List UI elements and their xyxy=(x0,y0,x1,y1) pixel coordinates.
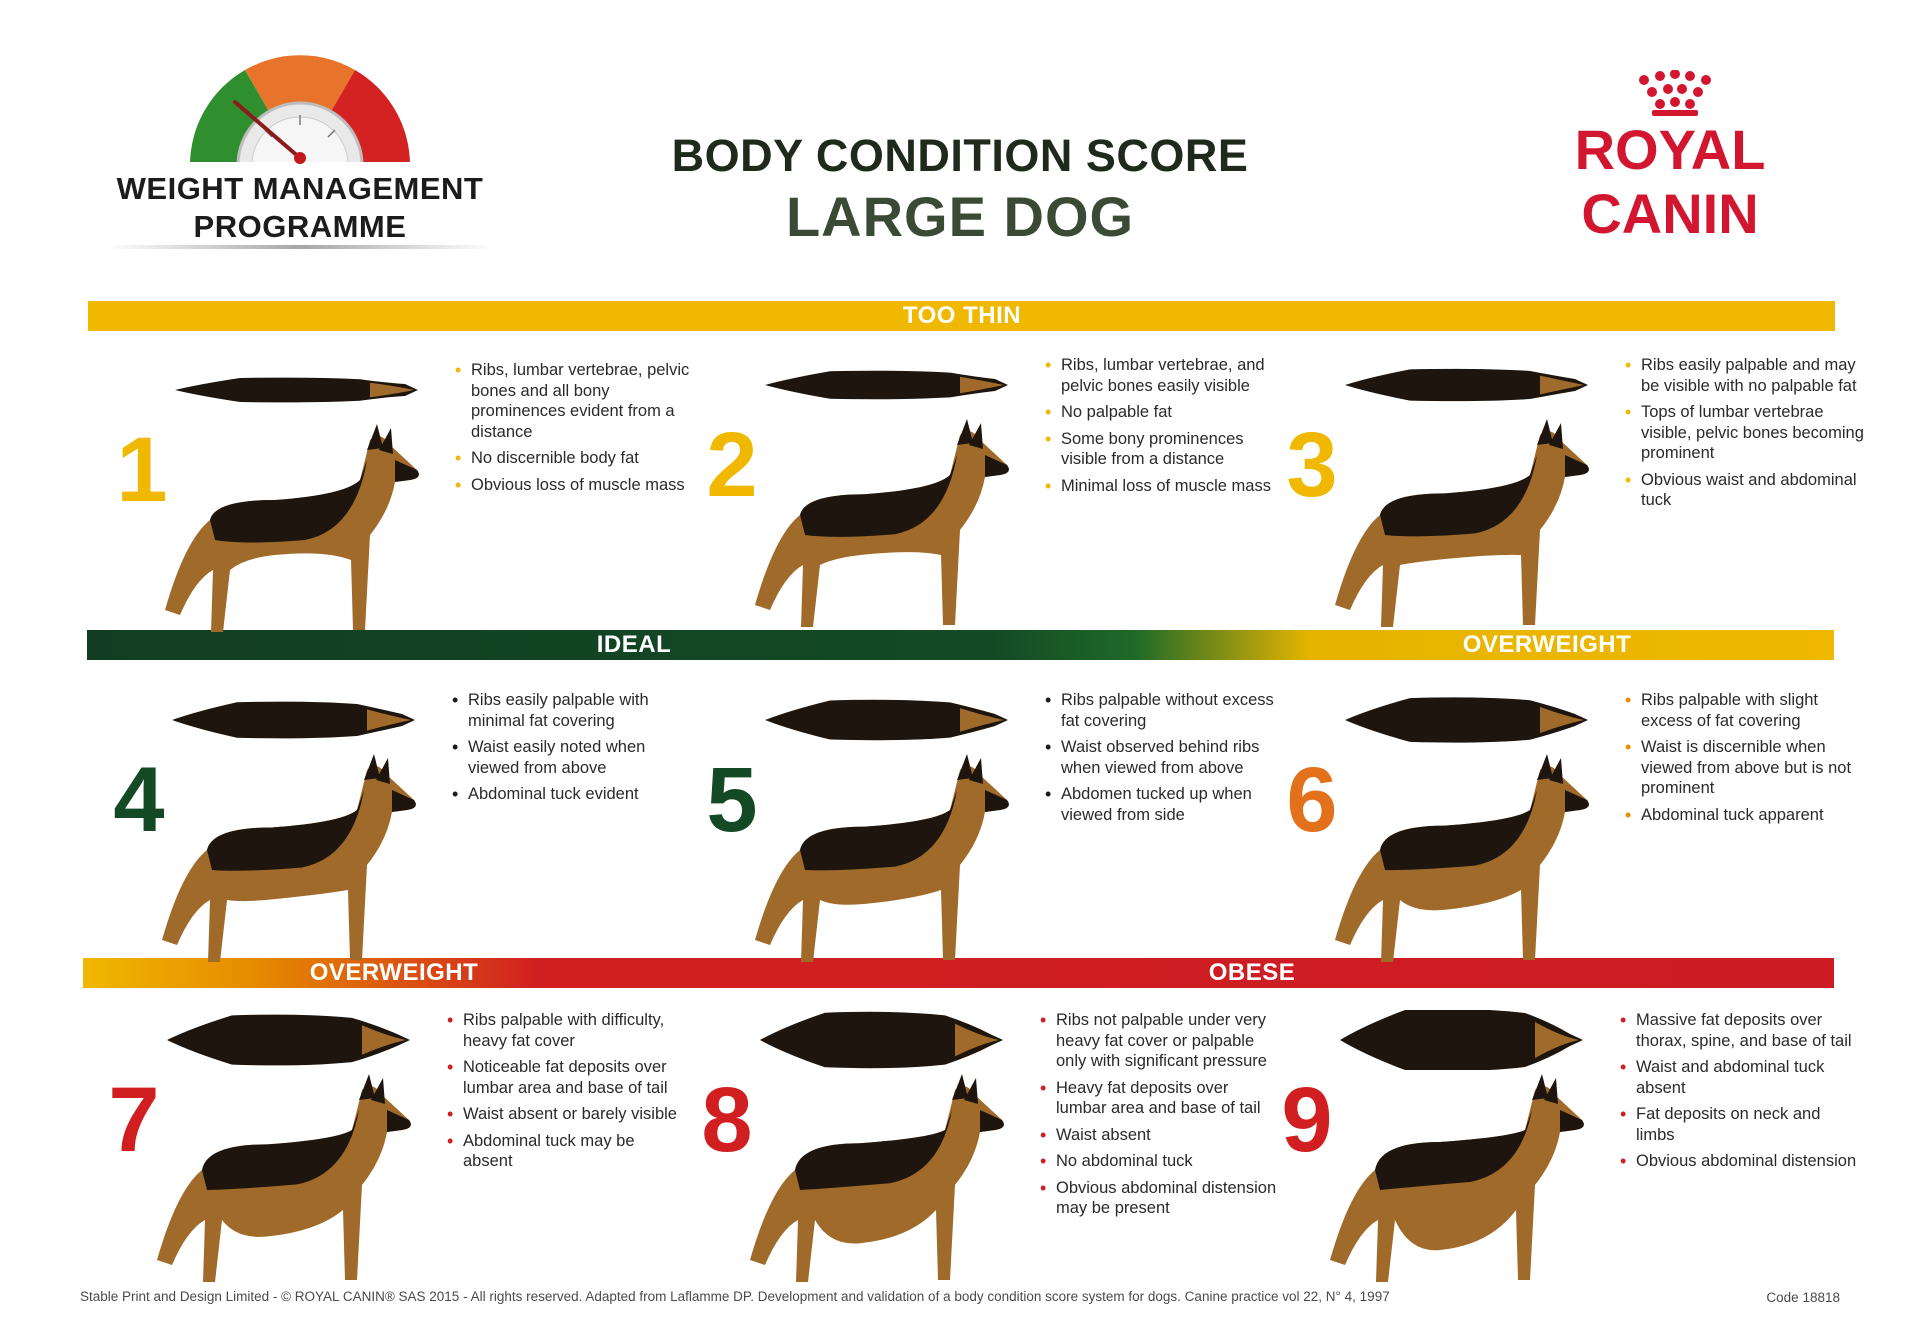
criteria-list xyxy=(1625,690,1865,831)
gauge-icon xyxy=(175,40,425,170)
programme-title xyxy=(100,170,500,246)
dog-side-view-image xyxy=(745,750,1015,980)
footer-credit: Stable Print and Design Limited - © ROYAL CANIN® SAS 2015 - All rights reserved. Adapted from Laflamme DP. Development and validation of a body condition score system for dogs. Canine practice vol 22, N° 4, 1997 xyxy=(80,1289,1390,1304)
dog-top-view-image xyxy=(162,1010,412,1070)
band-too-thin xyxy=(88,301,1835,331)
page-title-block xyxy=(600,128,1320,250)
score-number: 3 xyxy=(1286,414,1338,516)
criteria-item: • Abdominal tuck apparent xyxy=(1625,805,1865,826)
criteria-item: • Obvious waist and abdominal tuck xyxy=(1625,470,1865,511)
score-cell-7 xyxy=(92,1010,677,1300)
score-number: 4 xyxy=(113,749,165,851)
score-cell-5 xyxy=(690,690,1274,980)
criteria-item: • Waist absent or barely visible xyxy=(447,1104,687,1125)
criteria-item: • Ribs, lumbar vertebrae, pelvic bones and all bony prominences evident from a distance xyxy=(455,360,695,442)
dog-side-view-image xyxy=(147,1070,417,1300)
criteria-item: • Fat deposits on neck and limbs xyxy=(1620,1104,1860,1145)
criteria-item: • Obvious abdominal distension may be present xyxy=(1040,1178,1280,1219)
criteria-item: • Minimal loss of muscle mass xyxy=(1045,476,1285,497)
criteria-item: • Tops of lumbar vertebrae visible, pelvic bones becoming prominent xyxy=(1625,402,1865,464)
dog-top-view-image xyxy=(1340,355,1590,415)
criteria-item: • Noticeable fat deposits over lumbar area and base of tail xyxy=(447,1057,687,1098)
criteria-item: • No palpable fat xyxy=(1045,402,1285,423)
page-subtitle: LARGE DOG xyxy=(785,185,1135,248)
score-cell-3 xyxy=(1270,355,1864,645)
score-cell-2 xyxy=(690,355,1270,645)
criteria-item: • Waist easily noted when viewed from above xyxy=(452,737,692,778)
dog-top-view-image xyxy=(170,360,420,420)
criteria-list xyxy=(1045,355,1285,502)
criteria-item: • Obvious abdominal distension xyxy=(1620,1151,1860,1172)
score-number: 8 xyxy=(701,1069,753,1171)
criteria-list xyxy=(1045,690,1285,831)
dog-top-view-image xyxy=(760,355,1010,415)
criteria-item: • Obvious loss of muscle mass xyxy=(455,475,695,496)
band-label-overweight-2: OVERWEIGHT xyxy=(309,959,479,986)
crown-icon xyxy=(1630,70,1720,118)
score-cell-8 xyxy=(685,1010,1277,1300)
criteria-item: • Ribs palpable without excess fat covering xyxy=(1045,690,1285,731)
score-number: 5 xyxy=(706,749,758,851)
band-label-overweight: OVERWEIGHT xyxy=(1462,631,1632,658)
criteria-list xyxy=(1620,1010,1860,1178)
criteria-item: • No discernible body fat xyxy=(455,448,695,469)
dog-top-view-image xyxy=(760,690,1010,750)
criteria-item: • Ribs easily palpable with minimal fat covering xyxy=(452,690,692,731)
dog-top-view-image xyxy=(1340,690,1590,750)
score-number: 9 xyxy=(1281,1069,1333,1171)
criteria-item: • Waist and abdominal tuck absent xyxy=(1620,1057,1860,1098)
page-title: BODY CONDITION SCORE xyxy=(671,130,1249,181)
dog-top-view-image xyxy=(167,690,417,750)
brand-name: ROYAL CANIN xyxy=(1574,118,1766,245)
score-number: 2 xyxy=(706,414,758,516)
score-number: 1 xyxy=(116,419,168,521)
dog-side-view-image xyxy=(745,415,1015,645)
dog-side-view-image xyxy=(1325,750,1595,980)
criteria-item: • Ribs palpable with difficulty, heavy fat cover xyxy=(447,1010,687,1051)
criteria-item: • Ribs, lumbar vertebrae, and pelvic bones easily visible xyxy=(1045,355,1285,396)
score-number: 7 xyxy=(108,1069,160,1171)
criteria-item: • Waist absent xyxy=(1040,1125,1280,1146)
criteria-item: • Heavy fat deposits over lumbar area and base of tail xyxy=(1040,1078,1280,1119)
criteria-list xyxy=(1625,355,1865,517)
score-cell-1 xyxy=(100,360,690,650)
dog-side-view-image xyxy=(1320,1070,1590,1300)
criteria-item: • Ribs palpable with slight excess of fat covering xyxy=(1625,690,1865,731)
dog-side-view-image xyxy=(152,750,422,980)
band-label-too-thin: TOO THIN xyxy=(902,302,1022,329)
royal-canin-logo xyxy=(1490,70,1850,245)
criteria-item: • Some bony prominences visible from a distance xyxy=(1045,429,1285,470)
footer-code: Code 18818 xyxy=(1766,1290,1840,1305)
score-cell-4 xyxy=(97,690,677,980)
band-label-ideal: IDEAL xyxy=(596,631,672,658)
dog-side-view-image xyxy=(155,420,425,650)
criteria-item: • Massive fat deposits over thorax, spine, and base of tail xyxy=(1620,1010,1860,1051)
dog-side-view-image xyxy=(1325,415,1595,645)
criteria-item: • No abdominal tuck xyxy=(1040,1151,1280,1172)
score-cell-9 xyxy=(1265,1010,1857,1300)
programme-line-2: PROGRAMME xyxy=(193,209,407,244)
dog-top-view-image xyxy=(755,1010,1005,1070)
weight-management-logo xyxy=(100,40,500,255)
dog-top-view-image xyxy=(1335,1010,1585,1070)
criteria-list xyxy=(455,360,695,501)
criteria-list xyxy=(447,1010,687,1178)
programme-line-1: WEIGHT MANAGEMENT xyxy=(116,171,484,206)
criteria-item: • Abdominal tuck evident xyxy=(452,784,692,805)
criteria-list xyxy=(452,690,692,811)
score-number: 6 xyxy=(1286,749,1338,851)
criteria-item: • Abdomen tucked up when viewed from side xyxy=(1045,784,1285,825)
dog-side-view-image xyxy=(740,1070,1010,1300)
score-cell-6 xyxy=(1270,690,1850,980)
criteria-list xyxy=(1040,1010,1280,1225)
criteria-item: • Abdominal tuck may be absent xyxy=(447,1131,687,1172)
criteria-item: • Waist is discernible when viewed from above but is not prominent xyxy=(1625,737,1865,799)
band-label-obese: OBESE xyxy=(1208,959,1296,986)
criteria-item: • Waist observed behind ribs when viewed from above xyxy=(1045,737,1285,778)
criteria-item: • Ribs not palpable under very heavy fat cover or palpable only with significant pressure xyxy=(1040,1010,1280,1072)
programme-underline xyxy=(105,245,495,249)
criteria-item: • Ribs easily palpable and may be visible with no palpable fat xyxy=(1625,355,1865,396)
